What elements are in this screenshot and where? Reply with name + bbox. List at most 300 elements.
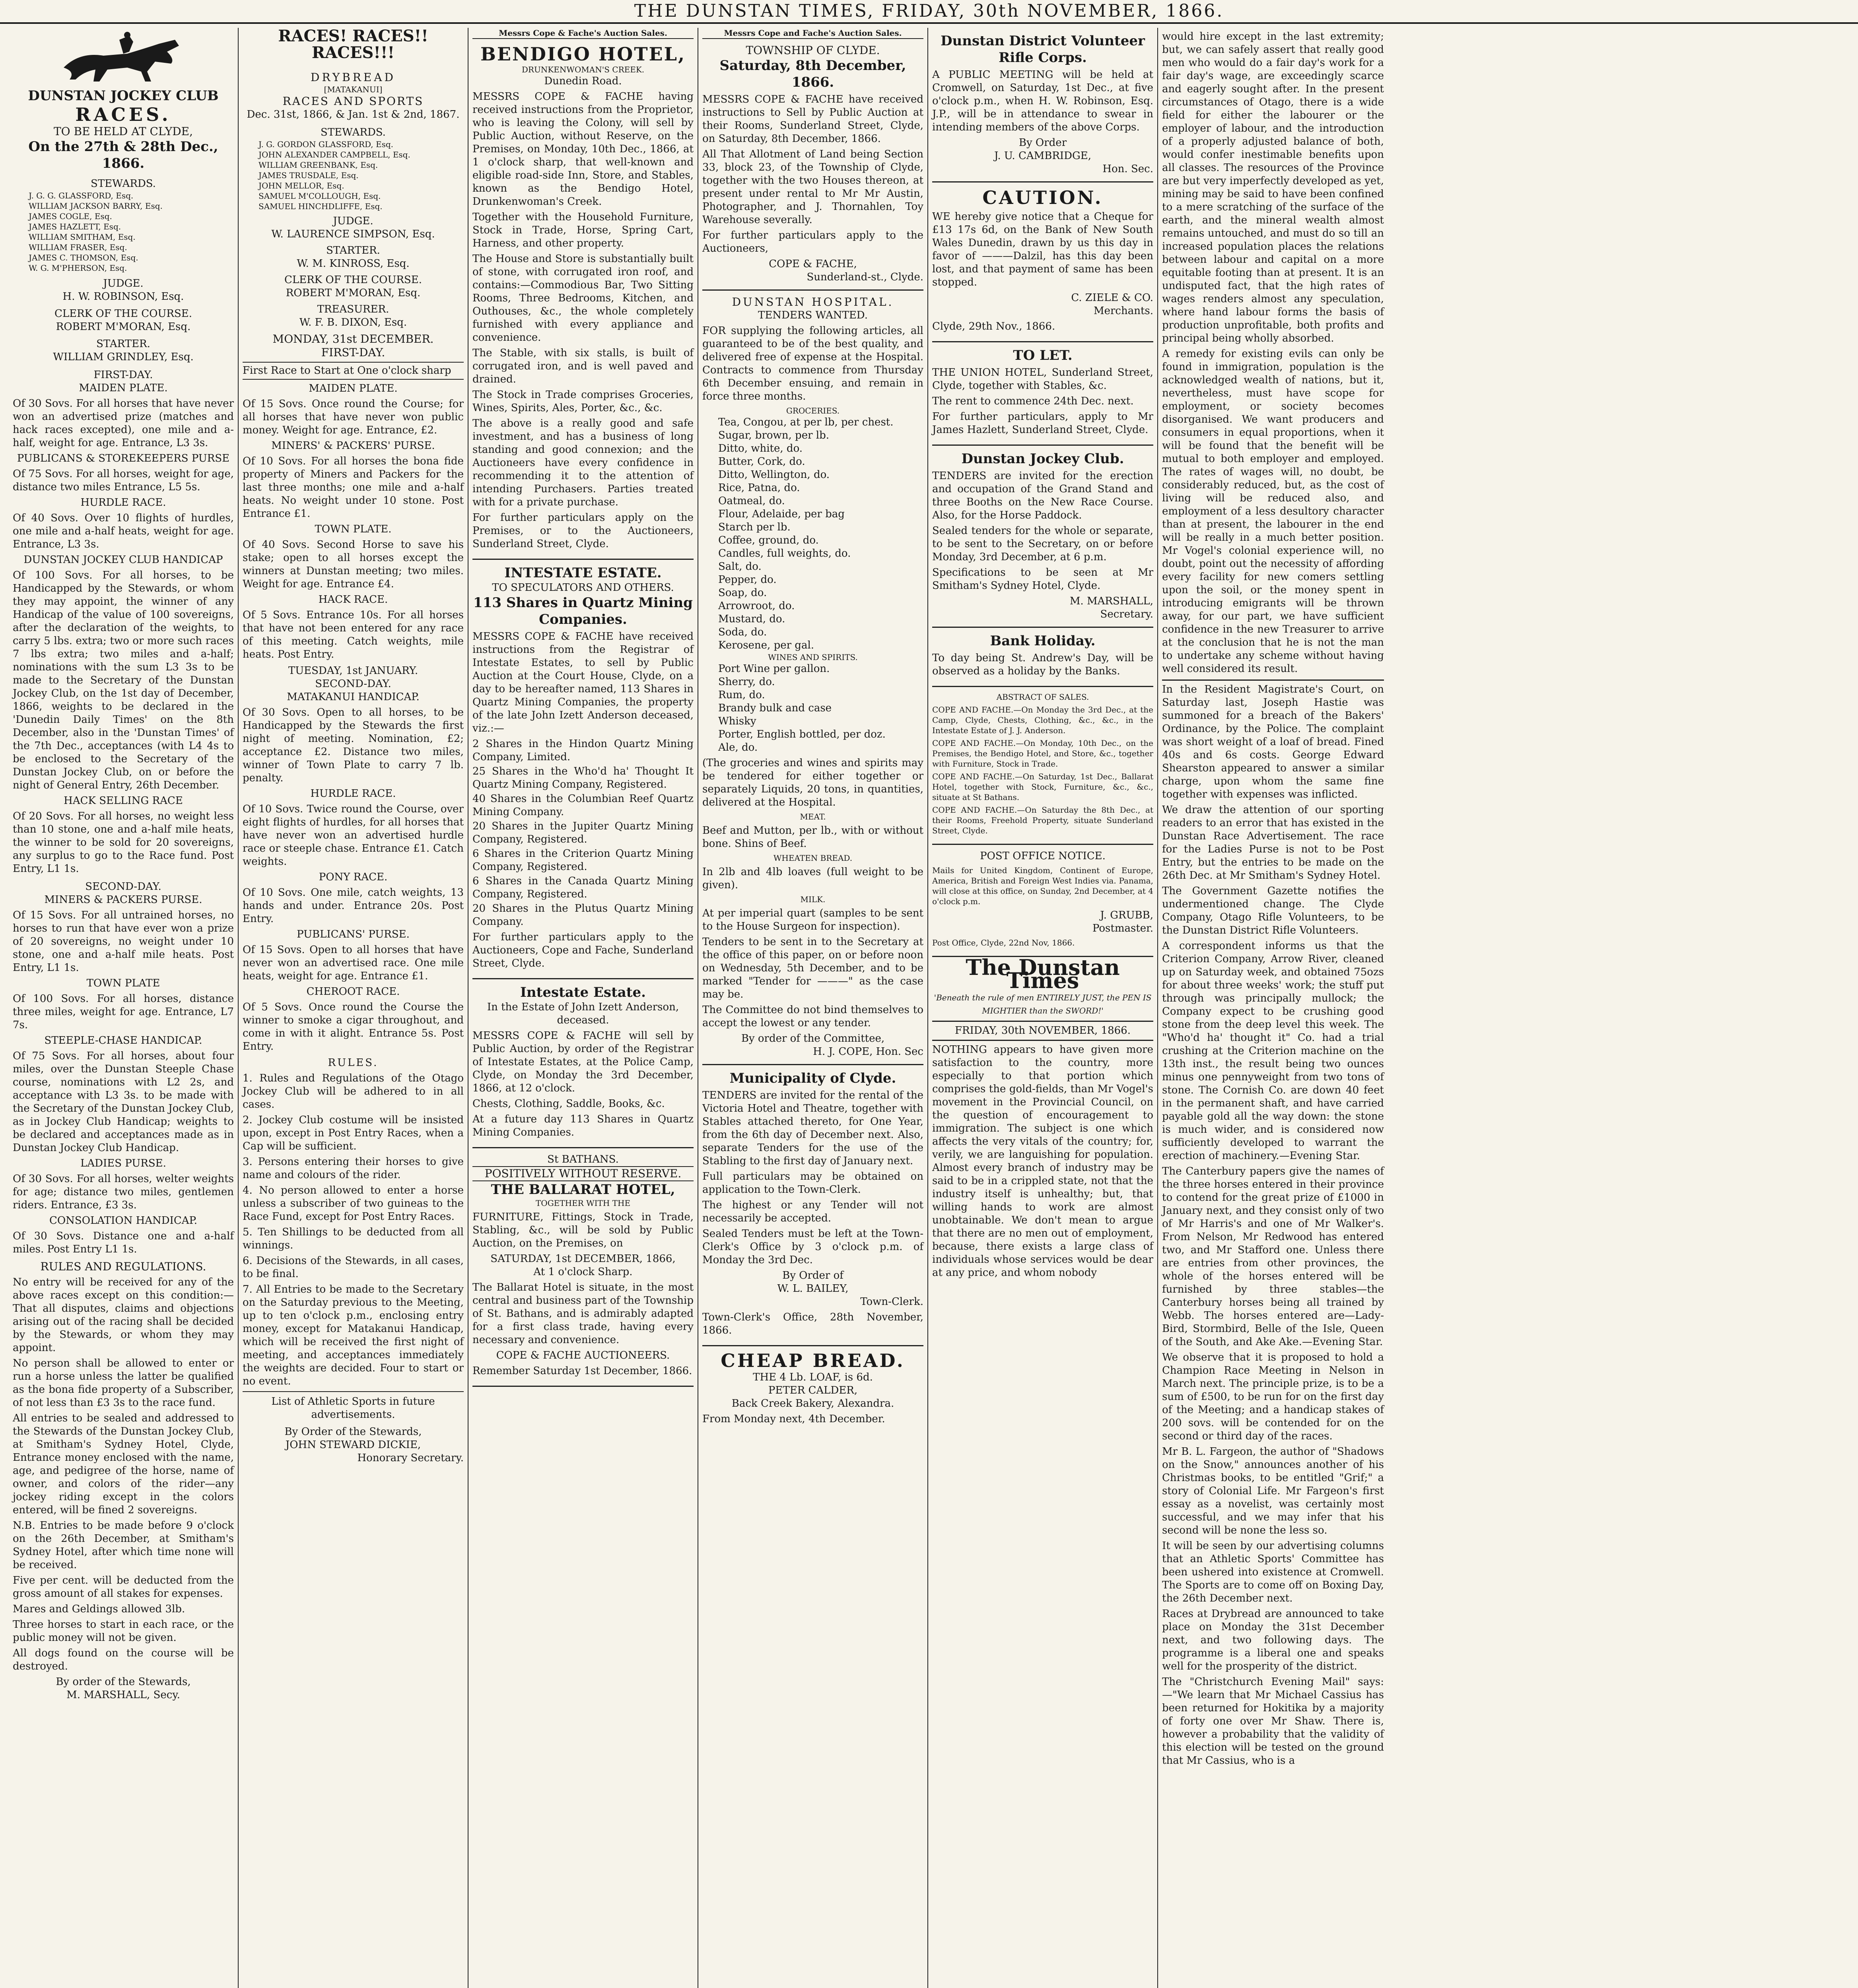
race-title: HURDLE RACE. — [310, 788, 396, 800]
steward: JAMES C. THOMSON, Esq. — [29, 253, 138, 262]
ad-paragraph: The above is a really good and safe investment, and has a business of long standing and good connexion; and the Auctioneers have every confidence in recommending it to the attention of intending Purchasers. Parties treated with for a private purchase. — [472, 417, 694, 508]
remember-line: Remember Saturday 1st December, 1866. — [472, 1365, 692, 1377]
list-item: Ale, do. — [718, 742, 758, 753]
rule: Five per cent. will be deducted from the gross amount of all stakes for expenses. — [13, 1574, 234, 1600]
signature-title: Merchants. — [1093, 305, 1153, 317]
bank-holiday-ad — [932, 628, 1153, 687]
to-let-title: TO LET. — [1013, 348, 1073, 363]
bendigo-hotel-ad — [472, 39, 694, 560]
baker-name: PETER CALDER, — [768, 1384, 858, 1396]
rule: Mares and Geldings allowed 3lb. — [13, 1603, 185, 1615]
ad-paragraph: To day being St. Andrew's Day, will be observed as a holiday by the Banks. — [932, 652, 1153, 677]
share-item: 25 Shares in the Who'd ha' Thought It Quartz Mining Company, Registered. — [472, 765, 694, 790]
share-item: 20 Shares in the Jupiter Quartz Mining Company, Registered. — [472, 820, 694, 845]
start-time: First Race to Start at One o'clock sharp — [243, 362, 464, 380]
steward: JAMES TRUSDALE, Esq. — [258, 171, 359, 180]
stewards-list — [243, 139, 464, 212]
signature-title: Secretary. — [1100, 608, 1153, 620]
race-title: PUBLICANS' PURSE. — [297, 928, 410, 940]
caution-date: Clyde, 29th Nov., 1866. — [932, 320, 1055, 332]
race-title: HACK RACE. — [318, 594, 388, 606]
list-item: Rum, do. — [718, 689, 765, 701]
office-date: Town-Clerk's Office, 28th November, 1866. — [702, 1311, 923, 1336]
intestate2-sub: In the Estate of John Izett Anderson, deceased. — [487, 1001, 679, 1026]
race-text: Of 75 Sovs. For all horses, about four miles, over the Dunstan Steeple Chase course, nominations with L2 2s, and acceptance with L3 3s. to be made with the Secretary of the Dunstan Jockey Club, as in Jockey Club Handicap; weights to be declared and acceptances made as in Dunstan Jockey Club Handicap. — [13, 1050, 234, 1154]
list-item: Ditto, Wellington, do. — [718, 469, 830, 481]
list-item: Sugar, brown, per lb. — [718, 429, 830, 441]
clerk-heading: CLERK OF THE COURSE. — [284, 274, 422, 286]
bathans-heading: St BATHANS. — [547, 1153, 619, 1165]
news-item: We draw the attention of our sporting readers to an error that has existed in the Dunstan Race Advertisement. The race for the Ladies Purse is not to be Post Entry, but the entries to be made on the 26th Dec. at Mr Smitham's Sydney Hotel. — [1162, 804, 1384, 881]
race-item — [243, 439, 464, 520]
list-item: Porter, English bottled, per doz. — [718, 728, 886, 740]
race-item — [13, 1214, 234, 1256]
list-item: Salt, do. — [718, 561, 762, 573]
bendigo-title: BENDIGO HOTEL, — [480, 43, 686, 65]
ballarat-time: At 1 o'clock Sharp. — [533, 1266, 633, 1278]
news-item: In the Resident Magistrate's Court, on Saturday last, Joseph Hastie was summoned for a breach of the Bakers' Ordinance, by the Police. The complaint was short weight of a loaf of bread. Fined 40s and 6s costs. George Edward Shearston appeared to answer a similar charge, upon whom the same fine together with expenses was inflicted. — [1162, 683, 1384, 800]
list-item: Rice, Patna, do. — [718, 482, 800, 494]
list-item: Flour, Adelaide, per bag — [718, 508, 845, 520]
divider — [243, 1391, 464, 1392]
race-text: Of 30 Sovs. For all horses that have never won an advertised prize (matches and hack races excepted), one mile and a-half, weight for age. Entrance, L3 3s. — [13, 398, 234, 449]
race-text: Of 5 Sovs. Entrance 10s. For all horses that have not been entered for any race of this meeting. Catch weights, mile heats. Post Entry. — [243, 609, 464, 660]
share-item: 20 Shares in the Plutus Quartz Mining Company. — [472, 903, 694, 928]
ballarat-hotel-ad — [472, 1148, 694, 1387]
signature-name: J. U. CAMBRIDGE, — [994, 150, 1092, 162]
steward: J. G. G. GLASSFORD, Esq. — [29, 191, 134, 200]
race-title: DUNSTAN JOCKEY CLUB HANDICAP — [23, 554, 223, 566]
post-office-notice — [932, 845, 1153, 957]
abstract-item: COPE AND FACHE.—On Monday the 3rd Dec., at the Camp, Clyde, Chests, Clothing, &c., &c., in the Intestate Estate of J. J. Anderson. — [932, 705, 1153, 735]
ad-paragraph: Together with the Household Furniture, Stock in Trade, Horse, Spring Cart, Harness, and other property. — [472, 211, 694, 249]
first-day-heading: FIRST-DAY. — [93, 369, 153, 381]
stewards-heading: STEWARDS. — [321, 126, 386, 138]
wines-heading: WINES AND SPIRITS. — [768, 652, 858, 662]
bread-text: In 2lb and 4lb loaves (full weight to be given). — [702, 866, 923, 891]
steward: WILLIAM SMITHAM, Esq. — [29, 232, 136, 242]
meat-heading: MEAT. — [800, 812, 826, 821]
ad-paragraph: All That Allotment of Land being Section 33, block 23, of the Township of Clyde, together with the two Houses thereon, at present under rental to Mr Mr Austin, Photographer, and J. Thornahlen, Toy Warehouse severally. — [702, 148, 923, 226]
race-title: MINERS & PACKERS PURSE. — [44, 894, 202, 906]
from-date: From Monday next, 4th December. — [702, 1413, 885, 1425]
hospital-title: DUNSTAN HOSPITAL. — [732, 295, 894, 309]
rule: No person shall be allowed to enter or run a horse unless the latter be qualified as the bona fide property of a Subscriber, of not less than £3 3s to the race fund. — [13, 1357, 234, 1409]
race-title: TOWN PLATE — [86, 977, 160, 989]
ad-paragraph: Specifications to be seen at Mr Smitham's Sydney Hotel, Clyde. — [932, 567, 1153, 592]
race-item — [243, 691, 464, 785]
race-title: MAIDEN PLATE. — [309, 382, 398, 394]
race-item — [243, 871, 464, 926]
stewards-list — [13, 190, 234, 273]
news-item: The Government Gazette notifies the undermentioned change. The Clyde Company, Otago Rifle Volunteers, to be the Dunstan District Rifle Volunteers. — [1162, 885, 1384, 936]
column-1 — [9, 28, 239, 1988]
ad-paragraph: A PUBLIC MEETING will be held at Cromwell, on Saturday, 1st Dec., at five o'clock p.m., when H. W. Robinson, Esq. J.P., will be in attendance to swear in intending members of the above Corps. — [932, 69, 1153, 133]
race-title: HACK SELLING RACE — [64, 795, 183, 807]
clerk-name: ROBERT M'MORAN, Esq. — [56, 321, 191, 333]
ad-paragraph: The House and Store is substantially built of stone, with corrugated iron roof, and contains:—Commodious Bar, Two Sitting Rooms, Three Bedrooms, Kitchen, and Outhouses, &c., the whole completely furnished with every appliance and convenience. — [472, 253, 694, 344]
ad-paragraph: MESSRS COPE & FACHE will sell by Public Auction, by order of the Registrar of Intestate Estates, at the Police Camp, Clyde, on Monday the 3rd December, 1866, at 12 o'clock. — [472, 1030, 694, 1094]
rule: 3. Persons entering their horses to give name and colours of the rider. — [243, 1156, 464, 1181]
news-item: We observe that it is proposed to hold a Champion Race Meeting in Nelson in March next. The principle prize, is to be a sum of £500, to be run for on the first day of the Meeting; and a handicap stakes of 200 sovs. will be contended for on the second or third day of the races. — [1162, 1351, 1384, 1442]
steward: JOHN ALEXANDER CAMPBELL, Esq. — [258, 150, 410, 159]
tenders-heading: TENDERS WANTED. — [758, 309, 868, 321]
column-6 — [1158, 28, 1388, 1988]
race-text: Of 40 Sovs. Over 10 flights of hurdles, one mile and a-half heats, weight for age. Entrance, L3 3s. — [13, 512, 234, 550]
dunstan-hospital-ad — [702, 291, 923, 1065]
ad-paragraph: For further particulars apply to the Auctioneers, Cope and Fache, Sunderland Street, Clyde. — [472, 931, 694, 969]
athletic-note: List of Athletic Sports in future advertisements. — [271, 1396, 435, 1421]
ad-paragraph: Tenders to be sent in to the Secretary at the office of this paper, on or before noon on Wednesday, 5th December, and to be marked "Tender for ———" as the case may be. — [702, 936, 923, 1000]
abstract-item: COPE AND FACHE.—On Saturday, 1st Dec., Ballarat Hotel, together with Stock, Furniture, &c., &c., situate at St Bathans. — [932, 772, 1153, 802]
race-text: Of 30 Sovs. Distance one and a-half miles. Post Entry L1 1s. — [13, 1230, 234, 1255]
starter-name: WILLIAM GRINDLEY, Esq. — [53, 351, 194, 363]
news-item: The "Christchurch Evening Mail" says:—"We learn that Mr Michael Cassius has been returned for Hokitika by a majority of forty one over Mr Shaw. There is, however a probability that the validity of this election will be tested on the ground that Mr Cassius, who is a — [1162, 1676, 1384, 1767]
race-text: Of 5 Sovs. Once round the Course the winner to smoke a cigar throughout, and come in with it alight. Entrance 5s. Post Entry. — [243, 1001, 464, 1052]
race-item — [13, 452, 234, 494]
share-item: 6 Shares in the Canada Quartz Mining Company, Registered. — [472, 875, 694, 900]
abstract-of-sales — [932, 687, 1153, 845]
intestate-estate-ad — [472, 560, 694, 979]
rule: 2. Jockey Club costume will be insisted upon, except in Post Entry Races, when a Cap will be sufficient. — [243, 1114, 464, 1152]
share-item: 40 Shares in the Columbian Reef Quartz Mining Company. — [472, 793, 694, 818]
race-title: HURDLE RACE. — [80, 497, 166, 509]
signature-name: C. ZIELE & CO. — [1071, 292, 1153, 304]
race-title: CONSOLATION HANDICAP. — [49, 1215, 198, 1227]
bank-holiday-title: Bank Holiday. — [990, 633, 1096, 649]
steward: WILLIAM GREENBANK, Esq. — [258, 160, 378, 170]
treasurer-heading: TREASURER. — [317, 303, 389, 315]
signature-line: By Order of — [782, 1270, 843, 1281]
ad-paragraph: MESSRS COPE & FACHE having received instructions from the Proprietor, who is leaving the Colony, will sell by Public Auction, without Reserve, on the Premises, on Monday, 10th Dec., 1866, at 1 o'clock sharp, that well-known and eligible road-side Inn, Store, and Stables, known as the Bendigo Hotel, Drunkenwoman's Creek. — [472, 91, 694, 208]
rule: 7. All Entries to be made to the Secretary on the Saturday previous to the Meeting, up to ten o'clock p.m., enclosing entry money, except for Matakanui Handicap, which will be received the first night of meeting, and acceptances immediately the weights are decided. Four to start or no event. — [243, 1283, 464, 1387]
drybread-sub: [MATAKANUI] — [324, 85, 383, 94]
race-text: Of 10 Sovs. One mile, catch weights, 13 hands and under. Entrance 20s. Post Entry. — [243, 887, 464, 925]
racehorse-jockey-icon — [56, 32, 191, 83]
judge-name: H. W. ROBINSON, Esq. — [62, 291, 184, 303]
steward: JAMES HAZLETT, Esq. — [29, 222, 121, 231]
signature-name: H. J. COPE, Hon. Sec — [813, 1046, 923, 1058]
list-item: Ditto, white, do. — [718, 443, 803, 454]
race-text: Of 15 Sovs. Once round the Course; for all horses that have never won public money. Weight for age. Entrance, £2. — [243, 398, 464, 436]
starter-heading: STARTER. — [326, 245, 380, 256]
jockey-club-tenders-ad — [932, 446, 1153, 628]
news-item: A correspondent informs us that the Criterion Company, Arrow River, cleaned up on Saturday week, and obtained 75ozs for about three weeks' work; the stuff put through was principally mullock; the Company expect to be crushing good stone from the deep level this week. The "Who'd ha' thought it" Co. had a trial crushing at the Criterion machine on the 13th inst., the result being two ounces minus one pennyweight from two tons of stone. The Cornish Co. are down 40 feet in the permanent shaft, and have carried payable gold all the way down: the stone is much wider, and is considered now sufficiently developed to warrant the erection of machinery.—Evening Star. — [1162, 940, 1384, 1162]
races-heading: RACES. — [75, 104, 171, 125]
masthead: THE DUNSTAN TIMES, FRIDAY, 30th NOVEMBER, 1866. — [0, 0, 1858, 24]
steward: SAMUEL HINCHDLIFFE, Esq. — [258, 202, 383, 211]
list-item: Sherry, do. — [718, 676, 775, 688]
steward: WILLIAM JACKSON BARRY, Esq. — [29, 201, 163, 211]
list-item: Whisky — [718, 715, 756, 727]
race-item — [243, 523, 464, 591]
ballarat-title: THE BALLARAT HOTEL, — [491, 1182, 675, 1198]
list-item: Starch per lb. — [718, 521, 791, 533]
township-date: Saturday, 8th December, 1866. — [719, 58, 906, 90]
list-item: Soda, do. — [718, 626, 767, 638]
caution-ad — [932, 182, 1153, 342]
day1-heading: FIRST-DAY. — [321, 346, 385, 359]
judge-name: W. LAURENCE SIMPSON, Esq. — [271, 228, 435, 240]
list-item: Port Wine per gallon. — [718, 663, 830, 675]
milk-text: At per imperial quart (samples to be sent to the House Surgeon for inspection). — [702, 907, 923, 932]
race-title: LADIES PURSE. — [80, 1157, 166, 1169]
ad-paragraph: Sealed Tenders must be left at the Town-Clerk's Office by 3 o'clock p.m. of Monday the 3rd Dec. — [702, 1228, 923, 1266]
steward: JOHN MELLOR, Esq. — [258, 181, 344, 190]
steward: J. G. GORDON GLASSFORD, Esq. — [258, 140, 394, 149]
race-item — [243, 985, 464, 1053]
race-text: Of 15 Sovs. Open to all horses that have never won an advertised race. One mile heats, weight for age. Entrance £1. — [243, 944, 464, 982]
municipality-title: Municipality of Clyde. — [729, 1070, 896, 1086]
columns — [9, 28, 1849, 1988]
race-item — [13, 893, 234, 975]
rules-heading: RULES AND REGULATIONS. — [40, 1260, 206, 1273]
day2-date: TUESDAY, 1st JANUARY. — [288, 665, 418, 677]
steward: JAMES COGLE, Esq. — [29, 212, 112, 221]
municipality-clyde-ad — [702, 1065, 923, 1346]
signature-address: Sunderland-st., Clyde. — [807, 271, 923, 283]
list-item: Kerosene, per gal. — [718, 639, 814, 651]
ad-paragraph: Sealed tenders for the whole or separate, to be sent to the Secretary, on or before Monday, 3rd December, at 6 p.m. — [932, 525, 1153, 563]
ad-paragraph: TENDERS are invited for the erection and occupation of the Grand Stand and three Booths on the New Race Course. Also, for the Horse Paddock. — [932, 470, 1153, 521]
list-item: Oatmeal, do. — [718, 495, 785, 507]
rule: N.B. Entries to be made before 9 o'clock on the 26th December, at Smitham's Sydney Hotel, after which time none will be received. — [13, 1520, 234, 1571]
groceries-list — [702, 416, 923, 652]
stewards-heading: STEWARDS. — [91, 178, 156, 190]
race-item — [13, 977, 234, 1032]
signature-name: M. MARSHALL, Secy. — [66, 1689, 180, 1701]
speculators-line: TO SPECULATORS AND OTHERS. — [492, 582, 674, 594]
starter-name: W. M. KINROSS, Esq. — [297, 258, 410, 270]
race-item — [13, 794, 234, 876]
race-dates: On the 27th & 28th Dec., 1866. — [28, 139, 218, 171]
ad-paragraph: FOR supplying the following articles, all guaranteed to be of the best quality, and delivered free of expense at the Hospital. Contracts to commence from Thursday 6th December ensuing, and remain in force three months. — [702, 325, 923, 402]
ad-paragraph: At a future day 113 Shares in Quartz Mining Companies. — [472, 1113, 694, 1138]
intestate2-title: Intestate Estate. — [520, 984, 646, 1000]
signature-name: J. GRUBB, — [1100, 909, 1153, 921]
rule: Three horses to start in each race, or the public money will not be given. — [13, 1619, 234, 1644]
cheap-bread-title: CHEAP BREAD. — [721, 1350, 905, 1371]
paper-date: FRIDAY, 30th NOVEMBER, 1866. — [932, 1022, 1153, 1041]
list-item: Tea, Congou, at per lb, per chest. — [718, 416, 894, 428]
clerk-heading: CLERK OF THE COURSE. — [54, 308, 192, 320]
paper-motto: 'Beneath the rule of men ENTIRELY JUST, the PEN IS MIGHTIER than the SWORD!' — [934, 993, 1152, 1015]
race-text: Of 30 Sovs. Open to all horses, to be Handicapped by the Stewards the first night of meeting. Nomination, £2; acceptance £2. Distance two miles, winner of Town Plate to carry 7 lb. penalty. — [243, 707, 464, 784]
djc-title: Dunstan Jockey Club. — [961, 451, 1124, 467]
race-title: PUBLICANS & STOREKEEPERS PURSE — [17, 452, 230, 464]
groceries-heading: GROCERIES. — [786, 406, 840, 415]
signature-name: JOHN STEWARD DICKIE, — [285, 1439, 421, 1451]
race-title: TOWN PLATE. — [315, 523, 392, 535]
column-3 — [468, 28, 698, 1988]
race-item — [243, 928, 464, 983]
news-item: Mr B. L. Fargeon, the author of "Shadows on the Snow," announces another of his Christmas books, to be entitled "Grif;" a story of Colonial Life. Mr Fargeon's first essay as a novelist, was certainly most successful, and we may infer that his second will be none the less so. — [1162, 1446, 1384, 1536]
day1-date: MONDAY, 31st DECEMBER. — [272, 332, 434, 346]
race-text: Of 30 Sovs. For all horses, welter weights for age; distance two miles, gentlemen riders. Entrance, £3 3s. — [13, 1173, 234, 1211]
rules-heading: RULES. — [328, 1057, 379, 1069]
rule: All dogs found on the course will be destroyed. — [13, 1647, 234, 1672]
paper-title: The Dunstan Times — [966, 955, 1120, 993]
ad-paragraph: The Stable, with six stalls, is built of corrugated iron, and is well paved and drained. — [472, 347, 694, 385]
race-item — [13, 496, 234, 551]
race-item — [243, 787, 464, 868]
paper-nameplate — [932, 955, 1153, 1022]
auction-header: Messrs Cope and Fache's Auction Sales. — [702, 28, 923, 39]
township-clyde-ad — [702, 39, 923, 291]
list-item: Butter, Cork, do. — [718, 456, 805, 468]
ballarat-sub: TOGETHER WITH THE — [535, 1198, 631, 1208]
rule: 6. Decisions of the Stewards, in all cases, to be final. — [243, 1255, 464, 1280]
ad-paragraph: For further particulars, apply to Mr James Hazlett, Sunderland Street, Clyde. — [932, 411, 1153, 436]
list-item: Brandy bulk and case — [718, 702, 832, 714]
signature-name: M. MARSHALL, — [1069, 595, 1153, 607]
bendigo-place: Dunedin Road. — [544, 75, 622, 87]
editorial-text: NOTHING appears to have given more satisfaction to the country, more especially to that portion which comprises the gold-fields, than Mr Vogel's movement in the Provincial Council, on the question of encouragement to immigration. The subject is one which affects the very vitals of the country; for, verily, we are languishing for population. Almost every branch of industry may be said to be in a crippled state, not that the industry itself is unhealthy; but, that willing hands to work are almost unobtainable. We don't mean to argue that there are no men out of employment, because, there exists a large class of individuals whose services would be dear at any price, and whom nobody — [932, 1044, 1153, 1279]
held-at: TO BE HELD AT CLYDE, — [53, 125, 193, 138]
rule: 4. No person allowed to enter a horse unless a subscriber of two guineas to the Race Fund, except for Post Entry Races. — [243, 1184, 464, 1223]
loaf-price: THE 4 Lb. LOAF, is 6d. — [753, 1371, 873, 1383]
ad-paragraph: WE hereby give notice that a Cheque for £13 17s 6d, on the Bank of New South Wales Dunedin, drawn by us this day in favor of ———Dalzil, has this day been lost, and that payment of same has been stopped. — [932, 211, 1153, 288]
list-item: Pepper, do. — [718, 574, 777, 586]
bakery-address: Back Creek Bakery, Alexandra. — [731, 1398, 894, 1409]
ad-paragraph: MESSRS COPE & FACHE have received instructions from the Registrar of Intestate Estates, to sell by Public Auction at the Court House, Clyde, on a day to be hereafter named, 113 Shares in Quartz Mining Companies, the property of the late John Izett Anderson deceased, viz.:— — [472, 631, 694, 734]
race-item — [243, 382, 464, 437]
ad-paragraph: MESSRS COPE & FACHE have received instructions to Sell by Public Auction at their Rooms, Sunderland Street, Clyde, on Saturday, 8th December, 1866. — [702, 93, 923, 145]
signature-title: Town-Clerk. — [860, 1296, 923, 1308]
intestate-title: INTESTATE ESTATE. — [504, 565, 662, 581]
signature-line: By order of the Stewards, — [56, 1676, 191, 1688]
post-office-title: POST OFFICE NOTICE. — [980, 850, 1106, 862]
race-text: Of 100 Sovs. For all horses, to be Handicapped by the Stewards, or whom they may appoint, the winner of any Handicap of the value of 100 sovereigns, after the declaration of the weights, to carry 5 lbs. extra; two or more such races 7 lbs extra; two miles and a-half; nominations with the sum L3 3s to be made to the Secretary of the Dunstan Jockey Club, on the 1st day of December, 1866, weights to be declared in the 'Dunedin Daily Times' on the 8th December, also in the 'Dunstan Times' of the 7th Dec., acceptances (with L4 4s to be enclosed to the Secretary of the Dunstan Jockey Club, on or before the night of General Entry, 26th December. — [13, 569, 234, 791]
shares-title: 113 Shares in Quartz Mining Companies. — [473, 595, 693, 627]
signature-line: By order of the Committee, — [741, 1033, 885, 1044]
signature-line: By Order of the Stewards, — [284, 1426, 422, 1438]
rule: 1. Rules and Regulations of the Otago Jockey Club will be adhered to in all cases. — [243, 1072, 464, 1110]
share-item: 2 Shares in the Hindon Quartz Mining Company, Limited. — [472, 738, 694, 763]
ad-paragraph: TENDERS are invited for the rental of the Victoria Hotel and Theatre, together with Stables attached thereto, for One Year, from the 6th day of December next. Also, separate Tenders for the use of the Stabling to the first day of January next. — [702, 1089, 923, 1167]
wines-note: (The groceries and wines and spirits may be tendered for either together or separately Liquids, 20 tons, in quantities, delivered at the Hospital. — [702, 757, 923, 808]
bendigo-sub: DRUNKENWOMAN'S CREEK. — [521, 65, 645, 74]
race-title: MINERS' & PACKERS' PURSE. — [271, 440, 435, 452]
editorial-continued: would hire except in the last extremity; but, we can safely assert that really good men who would do a fair day's work for a fair day's wage, are exceedingly scarce and eagerly sought after. In the present circumstances of Otago, there is a wide field for either the labourer or the employer of labour, and the introduction of a properly adjusted balance of both, would confer inestimable benefits upon all classes. The resources of the Province are but very imperfectly developed as yet, mining may be said to have been confined to a mere scratching of the surface of the earth, and the mineral wealth almost remains untouched, and must do so till an increased population places the relations between labour and capital on a more equitable footing than at present. It is an undisputed fact, that the high rates of wages renders almost any speculation, where hand labour forms the basis of production unprofitable, both profits and principal being wholly absorbed. — [1162, 31, 1384, 344]
day2-heading: SECOND-DAY. — [315, 678, 391, 690]
clerk-name: ROBERT M'MORAN, Esq. — [286, 287, 421, 299]
news-item: The Canterbury papers give the names of the three horses entered in their province to contend for the great prize of £1000 in January next, and they consist only of two of Mr Harris's and one of Mr Walker's. From Nelson, Mr Redwood has entered two, and Mr Stafford one. Unless there are entries from other provinces, the whole of the horses entered will be furnished by three stables—the Canterbury horses being all trained by Webb. The horses entered are—Lady-Bird, Stormbird, Belle of the Isle, Queen of the South, and Ake Ake.—Evening Star. — [1162, 1165, 1384, 1348]
ad-paragraph: FURNITURE, Fittings, Stock in Trade, Stabling, &c., will be sold by Public Auction, on the Premises, on — [472, 1211, 694, 1249]
dunstan-jockey-club-title: DUNSTAN JOCKEY CLUB — [28, 88, 219, 104]
ad-paragraph: The Committee do not bind themselves to accept the lowest or any tender. — [702, 1004, 923, 1029]
abstract-item: COPE AND FACHE.—On Saturday the 8th Dec., at their Rooms, Freehold Property, situate Sunderland Street, Clyde. — [932, 805, 1153, 835]
starter-heading: STARTER. — [96, 338, 150, 350]
treasurer-name: W. F. B. DIXON, Esq. — [299, 316, 407, 328]
race-title: MAIDEN PLATE. — [79, 382, 168, 394]
auction-header: Messrs Cope & Fache's Auction Sales. — [472, 28, 694, 39]
rule: All entries to be sealed and addressed to the Stewards of the Dunstan Jockey Club, at Smitham's Sydney Hotel, Clyde, Entrance money enclosed with the name, age, and pedigree of the horse, name of owner, and colors of the rider—any jockey riding except in the colors entered, will be fined 2 sovereigns. — [13, 1412, 234, 1516]
ad-paragraph: Chests, Clothing, Saddle, Books, &c. — [472, 1098, 665, 1110]
list-item: Coffee, ground, do. — [718, 534, 819, 546]
cheap-bread-ad — [702, 1346, 923, 1426]
ad-paragraph: Full particulars may be obtained on application to the Town-Clerk. — [702, 1171, 923, 1196]
positive-heading: POSITIVELY WITHOUT RESERVE. — [472, 1166, 694, 1181]
race-item — [13, 1034, 234, 1155]
list-item: Soap, do. — [718, 587, 767, 599]
ad-paragraph: The rent to commence 24th Dec. next. — [932, 395, 1134, 407]
race-title: CHEROOT RACE. — [306, 986, 400, 998]
bread-heading: WHEATEN BREAD. — [773, 853, 853, 863]
race-title: MATAKANUI HANDICAP. — [287, 691, 420, 703]
intestate-estate-2-ad — [472, 979, 694, 1148]
race-item — [13, 1157, 234, 1212]
meat-text: Beef and Mutton, per lb., with or without bone. Shins of Beef. — [702, 825, 923, 850]
ad-paragraph: The Stock in Trade comprises Groceries, Wines, Spirits, Ales, Porter, &c., &c. — [472, 389, 694, 414]
column-5 — [928, 28, 1158, 1988]
ad-paragraph: Mails for United Kingdom, Continent of Europe, America, British and Foreign West Indies via. Panama, will close at this office, on Sunday, 2nd December, at 4 o'clock p.m. — [932, 866, 1153, 906]
signature-name: COPE & FACHE, — [769, 258, 857, 270]
caution-title: CAUTION. — [982, 187, 1103, 208]
news-item: Races at Drybread are announced to take place on Monday the 31st December next, and two following days. The programme is a liberal one and speaks well for the prosperity of the district. — [1162, 1608, 1384, 1672]
post-office-date: Post Office, Clyde, 22nd Nov, 1866. — [932, 938, 1075, 947]
race-item — [13, 382, 234, 450]
ad-paragraph: The highest or any Tender will not necessarily be accepted. — [702, 1199, 923, 1224]
race-text: Of 20 Sovs. For all horses, no weight less than 10 stone, one and a-half mile heats, the winner to be sold for 20 sovereigns, any surplus to go to the Race fund. Post Entry, L1 1s. — [13, 810, 234, 875]
auctioneers-sign: COPE & FACHE AUCTIONEERS. — [496, 1349, 670, 1361]
steward: WILLIAM FRASER, Esq. — [29, 243, 127, 252]
signature-name: W. L. BAILEY, — [777, 1283, 849, 1295]
signature-title: Hon. Sec. — [1102, 163, 1153, 175]
news-item: It will be seen by our advertising columns that an Athletic Sports' Committee has been ushered into existence at Cromwell. The Sports are to come off on Boxing Day, the 26th December next. — [1162, 1540, 1384, 1604]
list-item: Arrowroot, do. — [718, 600, 795, 612]
milk-heading: MILK. — [800, 895, 826, 904]
editorial-continued: A remedy for existing evils can only be found in immigration, population is the acknowledged wealth of nations, but it, nevertheless, must have scope for employment, or society becomes disorganised. We want producers and consumers in equal proportions, when it will be found that the benefit will be mutual to both employer and employed. The rates of wages will, no doubt, be considerably reduced, but, as the cost of living will be reduced also, and employment of a less desultory character than at present, the labourer in the end will be really in a much better position. Mr Vogel's colonial experience will, no doubt, point out the necessity of affording every facility for new comers settling upon the soil, or the money spent in introducing emigrants will be thrown away, for our part, we have sufficient confidence in the new Treasurer to arrive at the conclusion that he is not the man to undertake any scheme without having well considered its result. — [1162, 348, 1384, 681]
ad-paragraph: The Ballarat Hotel is situate, in the most central and business part of the Township of St. Bathans, and is admirably adapted for a first class trade, having every necessary and convenience. — [472, 1281, 694, 1346]
judge-heading: JUDGE. — [333, 215, 373, 227]
race-text: Of 100 Sovs. For all horses, distance three miles, weight for age. Entrance, L7 7s. — [13, 993, 234, 1031]
rifle-corps-title: Dunstan District Volunteer Rifle Corps. — [941, 33, 1145, 66]
race-text: Of 15 Sovs. For all untrained horses, no horses to run that have ever won a prize of 20 sovereigns, no weight under 10 stone, one and a-half mile heats. Post Entry, L1 1s. — [13, 909, 234, 974]
race-title: STEEPLE-CHASE HANDICAP. — [44, 1035, 202, 1046]
race-text: Of 10 Sovs. Twice round the Course, over eight flights of hurdles, for all horses that have never won an advertised hurdle race or steeple chase. Entrance £1. Catch weights. — [243, 803, 464, 868]
column-4 — [698, 28, 928, 1988]
rule: 5. Ten Shillings to be deducted from all winnings. — [243, 1226, 464, 1251]
race-item — [13, 553, 234, 792]
second-day-heading: SECOND-DAY. — [85, 881, 161, 893]
judge-heading: JUDGE. — [103, 278, 144, 289]
to-let-ad — [932, 342, 1153, 446]
column-2 — [239, 28, 468, 1988]
wines-list — [702, 662, 923, 754]
race-text: Of 10 Sovs. For all horses the bona fide property of Miners and Packers for the last three months; one mile and a-half heats. No weight under 10 stone. Post Entrance £1. — [243, 455, 464, 520]
race-item — [243, 593, 464, 661]
race-text: Of 75 Sovs. For all horses, weight for age, distance two miles Entrance, L5 5s. — [13, 468, 234, 493]
races-and-sports: RACES AND SPORTS — [282, 95, 424, 108]
race-title: PONY RACE. — [319, 871, 388, 883]
steward: W. G. M'PHERSON, Esq. — [29, 263, 127, 273]
drybread-place: DRYBREAD — [311, 71, 396, 84]
township-title: TOWNSHIP OF CLYDE. — [746, 44, 880, 57]
signature-title: Postmaster. — [1092, 922, 1153, 934]
ad-paragraph: For further particulars apply to the Auctioneers, — [702, 229, 923, 254]
signature-line: By Order — [1018, 137, 1067, 149]
rifle-corps-ad — [932, 28, 1153, 182]
share-item: 6 Shares in the Criterion Quartz Mining Company, Registered. — [472, 848, 694, 873]
ad-paragraph: THE UNION HOTEL, Sunderland Street, Clyde, together with Stables, &c. — [932, 367, 1153, 392]
rule: No entry will be received for any of the above races except on this condition:— That all disputes, claims and objections arising out of the racing shall be decided by the Stewards, or whom they may appoint. — [13, 1276, 234, 1354]
list-item: Candles, full weights, do. — [718, 547, 851, 559]
drybread-dates: Dec. 31st, 1866, & Jan. 1st & 2nd, 1867. — [247, 109, 460, 120]
signature-title: Honorary Secretary. — [357, 1452, 464, 1464]
abstract-heading: ABSTRACT OF SALES. — [996, 692, 1089, 702]
abstract-item: COPE AND FACHE.—On Monday, 10th Dec., on the Premises, the Bendigo Hotel, and Store, &c., together with Furniture, Stock in Trade. — [932, 738, 1153, 769]
